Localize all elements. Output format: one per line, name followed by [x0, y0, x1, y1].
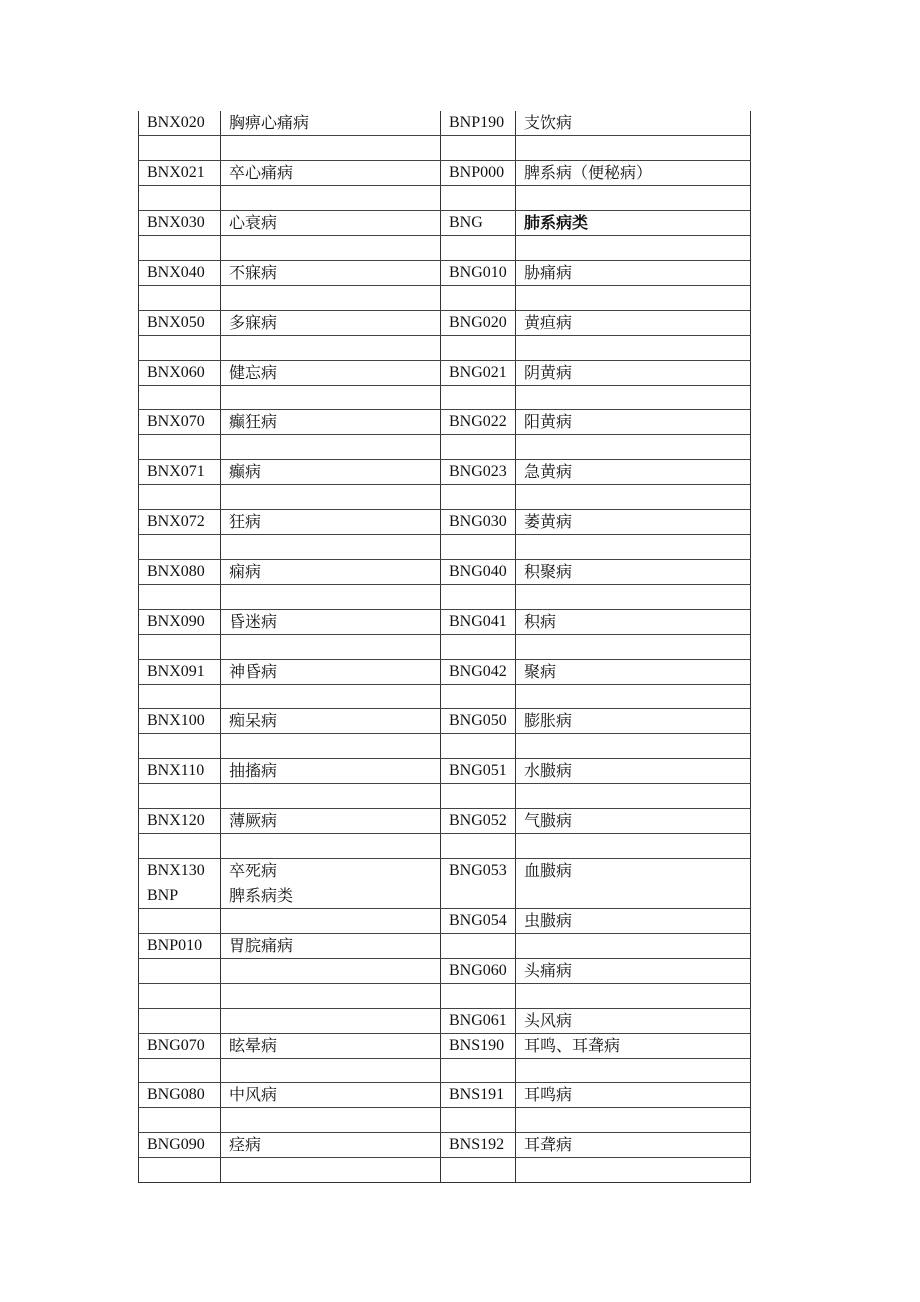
name-cell-right [516, 1058, 751, 1083]
name-cell-right [516, 385, 751, 410]
code-cell-right: BNG [441, 211, 516, 236]
table-row [139, 609, 751, 634]
table-row [139, 310, 751, 335]
table-row [139, 1108, 751, 1133]
name-cell-left: 中风病 [221, 1083, 441, 1108]
table-row [139, 535, 751, 560]
code-cell-left: BNX040 [139, 260, 221, 285]
table-row [139, 908, 751, 933]
code-cell-right [441, 1108, 516, 1133]
name-cell-left [221, 435, 441, 460]
code-cell-left [139, 634, 221, 659]
table-row [139, 285, 751, 310]
code-cell-right [441, 285, 516, 310]
name-cell-right: 聚病 [516, 659, 751, 684]
code-cell-right [441, 186, 516, 211]
code-cell-left: BNP010 [139, 933, 221, 958]
disease-code-table [138, 111, 751, 1183]
code-cell-left: BNP [139, 883, 221, 908]
name-cell-left: 脾系病类 [221, 883, 441, 908]
name-cell-left [221, 1158, 441, 1183]
code-cell-left: BNX020 [139, 111, 221, 136]
code-cell-right: BNG053 [441, 859, 516, 884]
code-cell-right: BNG054 [441, 908, 516, 933]
name-cell-left [221, 535, 441, 560]
code-cell-right [441, 1158, 516, 1183]
code-cell-left [139, 784, 221, 809]
code-cell-left: BNG070 [139, 1033, 221, 1058]
name-cell-left [221, 285, 441, 310]
name-cell-left: 胃脘痛病 [221, 933, 441, 958]
code-cell-left: BNX070 [139, 410, 221, 435]
code-cell-left: BNX090 [139, 609, 221, 634]
name-cell-right [516, 734, 751, 759]
code-cell-left: BNX060 [139, 360, 221, 385]
code-cell-right [441, 335, 516, 360]
code-cell-right: BNG040 [441, 559, 516, 584]
table-row [139, 933, 751, 958]
name-cell-right: 气臌病 [516, 809, 751, 834]
code-cell-right: BNG023 [441, 460, 516, 485]
code-cell-right: BNG051 [441, 759, 516, 784]
name-cell-right: 支饮病 [516, 111, 751, 136]
name-cell-left: 卒死病 [221, 859, 441, 884]
code-cell-left: BNX110 [139, 759, 221, 784]
name-cell-right: 黄疸病 [516, 310, 751, 335]
table-row [139, 435, 751, 460]
name-cell-right: 阴黄病 [516, 360, 751, 385]
name-cell-left [221, 584, 441, 609]
code-cell-right: BNG022 [441, 410, 516, 435]
code-cell-right [441, 634, 516, 659]
table-row [139, 1058, 751, 1083]
name-cell-right [516, 1158, 751, 1183]
code-cell-right [441, 136, 516, 161]
code-cell-left [139, 684, 221, 709]
name-cell-left: 健忘病 [221, 360, 441, 385]
name-cell-right [516, 435, 751, 460]
name-cell-right: 阳黄病 [516, 410, 751, 435]
name-cell-right [516, 236, 751, 261]
code-cell-left: BNX050 [139, 310, 221, 335]
code-cell-left [139, 285, 221, 310]
name-cell-right: 头风病 [516, 1008, 751, 1033]
code-cell-left [139, 734, 221, 759]
name-cell-right: 积病 [516, 609, 751, 634]
name-cell-left: 多寐病 [221, 310, 441, 335]
table-row [139, 510, 751, 535]
name-cell-left: 胸痹心痛病 [221, 111, 441, 136]
table-row [139, 634, 751, 659]
table-row [139, 335, 751, 360]
code-cell-left [139, 834, 221, 859]
code-cell-right: BNG021 [441, 360, 516, 385]
code-cell-left: BNX030 [139, 211, 221, 236]
name-cell-left: 神昏病 [221, 659, 441, 684]
table-row [139, 360, 751, 385]
code-cell-left [139, 908, 221, 933]
table-row [139, 1008, 751, 1033]
name-cell-left [221, 734, 441, 759]
code-cell-left: BNG090 [139, 1133, 221, 1158]
table-row [139, 1033, 751, 1058]
code-cell-left: BNX080 [139, 559, 221, 584]
name-cell-right [516, 485, 751, 510]
code-cell-right: BNP190 [441, 111, 516, 136]
name-cell-left: 痫病 [221, 559, 441, 584]
name-cell-right: 耳鸣、耳聋病 [516, 1033, 751, 1058]
name-cell-left: 狂病 [221, 510, 441, 535]
code-cell-left [139, 335, 221, 360]
name-cell-right [516, 136, 751, 161]
code-cell-right [441, 933, 516, 958]
name-cell-right [516, 834, 751, 859]
code-cell-right: BNG042 [441, 659, 516, 684]
table-row [139, 385, 751, 410]
code-cell-left [139, 186, 221, 211]
code-cell-right: BNG061 [441, 1008, 516, 1033]
name-cell-right [516, 933, 751, 958]
table-body [139, 111, 751, 1183]
table-row [139, 684, 751, 709]
code-cell-right [441, 584, 516, 609]
name-cell-right [516, 1108, 751, 1133]
name-cell-left [221, 834, 441, 859]
code-cell-left [139, 958, 221, 983]
table-row [139, 809, 751, 834]
name-cell-right [516, 186, 751, 211]
code-cell-right: BNS192 [441, 1133, 516, 1158]
code-cell-right [441, 435, 516, 460]
code-cell-left [139, 1158, 221, 1183]
name-cell-right: 胁痛病 [516, 260, 751, 285]
table-row [139, 759, 751, 784]
name-cell-left [221, 186, 441, 211]
table-row [139, 111, 751, 136]
code-cell-right [441, 734, 516, 759]
code-cell-right [441, 236, 516, 261]
name-cell-left [221, 236, 441, 261]
name-cell-left: 癫病 [221, 460, 441, 485]
table-row [139, 211, 751, 236]
name-cell-right [516, 285, 751, 310]
table-row [139, 659, 751, 684]
name-cell-right [516, 535, 751, 560]
code-cell-left [139, 435, 221, 460]
code-cell-right [441, 983, 516, 1008]
name-cell-left: 痉病 [221, 1133, 441, 1158]
name-cell-left: 昏迷病 [221, 609, 441, 634]
code-cell-left [139, 136, 221, 161]
table-row [139, 1133, 751, 1158]
name-cell-right: 虫臌病 [516, 908, 751, 933]
table-row [139, 734, 751, 759]
code-cell-right [441, 385, 516, 410]
table-row [139, 236, 751, 261]
name-cell-left [221, 335, 441, 360]
name-cell-right: 萎黄病 [516, 510, 751, 535]
table-row [139, 559, 751, 584]
name-cell-left: 不寐病 [221, 260, 441, 285]
code-cell-left [139, 584, 221, 609]
table-row [139, 161, 751, 186]
code-cell-left [139, 236, 221, 261]
table-row [139, 1158, 751, 1183]
code-cell-left [139, 535, 221, 560]
code-cell-right [441, 784, 516, 809]
code-cell-right [441, 834, 516, 859]
code-cell-right: BNG041 [441, 609, 516, 634]
name-cell-right [516, 784, 751, 809]
name-cell-left [221, 634, 441, 659]
name-cell-left [221, 1058, 441, 1083]
code-cell-right [441, 485, 516, 510]
name-cell-right: 血臌病 [516, 859, 751, 884]
name-cell-left [221, 1008, 441, 1033]
code-cell-left [139, 485, 221, 510]
code-cell-right: BNG050 [441, 709, 516, 734]
name-cell-right [516, 983, 751, 1008]
name-cell-right: 脾系病（便秘病） [516, 161, 751, 186]
name-cell-left [221, 958, 441, 983]
table-row [139, 460, 751, 485]
table-row [139, 485, 751, 510]
name-cell-right: 膨胀病 [516, 709, 751, 734]
name-cell-left [221, 136, 441, 161]
name-cell-left [221, 784, 441, 809]
name-cell-left: 癫狂病 [221, 410, 441, 435]
name-cell-right: 积聚病 [516, 559, 751, 584]
name-cell-left [221, 908, 441, 933]
name-cell-left [221, 1108, 441, 1133]
table-row [139, 186, 751, 211]
code-cell-left: BNX071 [139, 460, 221, 485]
code-cell-left: BNX091 [139, 659, 221, 684]
table-row [139, 883, 751, 908]
table-row [139, 834, 751, 859]
code-cell-right: BNG020 [441, 310, 516, 335]
code-cell-left [139, 1008, 221, 1033]
name-cell-left [221, 385, 441, 410]
code-cell-right [441, 1058, 516, 1083]
name-cell-left [221, 684, 441, 709]
code-cell-left: BNX072 [139, 510, 221, 535]
table-row [139, 958, 751, 983]
name-cell-left: 抽搐病 [221, 759, 441, 784]
table-row [139, 410, 751, 435]
code-cell-right: BNG052 [441, 809, 516, 834]
name-cell-right: 急黄病 [516, 460, 751, 485]
code-cell-right [441, 684, 516, 709]
code-cell-left [139, 983, 221, 1008]
table-row [139, 983, 751, 1008]
name-cell-left: 眩晕病 [221, 1033, 441, 1058]
name-cell-left: 痴呆病 [221, 709, 441, 734]
name-cell-right: 肺系病类 [516, 211, 751, 236]
name-cell-right [516, 335, 751, 360]
code-cell-left: BNX100 [139, 709, 221, 734]
code-cell-left: BNX021 [139, 161, 221, 186]
table-row [139, 1083, 751, 1108]
name-cell-left [221, 983, 441, 1008]
name-cell-right: 头痛病 [516, 958, 751, 983]
code-cell-right: BNS190 [441, 1033, 516, 1058]
table-row [139, 136, 751, 161]
code-cell-right: BNP000 [441, 161, 516, 186]
code-cell-right: BNG010 [441, 260, 516, 285]
name-cell-left [221, 485, 441, 510]
table-row [139, 709, 751, 734]
code-cell-right: BNG030 [441, 510, 516, 535]
name-cell-right: 水臌病 [516, 759, 751, 784]
code-cell-left [139, 385, 221, 410]
code-cell-right [441, 535, 516, 560]
code-cell-left [139, 1058, 221, 1083]
name-cell-left: 卒心痛病 [221, 161, 441, 186]
name-cell-right: 耳聋病 [516, 1133, 751, 1158]
table-row [139, 784, 751, 809]
code-cell-right: BNG060 [441, 958, 516, 983]
name-cell-right [516, 634, 751, 659]
name-cell-left: 心衰病 [221, 211, 441, 236]
code-cell-left: BNX120 [139, 809, 221, 834]
code-cell-left [139, 1108, 221, 1133]
name-cell-right: 耳鸣病 [516, 1083, 751, 1108]
table-row [139, 859, 751, 884]
name-cell-left: 薄厥病 [221, 809, 441, 834]
name-cell-right [516, 584, 751, 609]
code-cell-left: BNG080 [139, 1083, 221, 1108]
code-cell-left: BNX130 [139, 859, 221, 884]
code-cell-right: BNS191 [441, 1083, 516, 1108]
name-cell-right [516, 684, 751, 709]
table-row [139, 260, 751, 285]
table-row [139, 584, 751, 609]
code-cell-right [441, 883, 516, 908]
name-cell-right [516, 883, 751, 908]
